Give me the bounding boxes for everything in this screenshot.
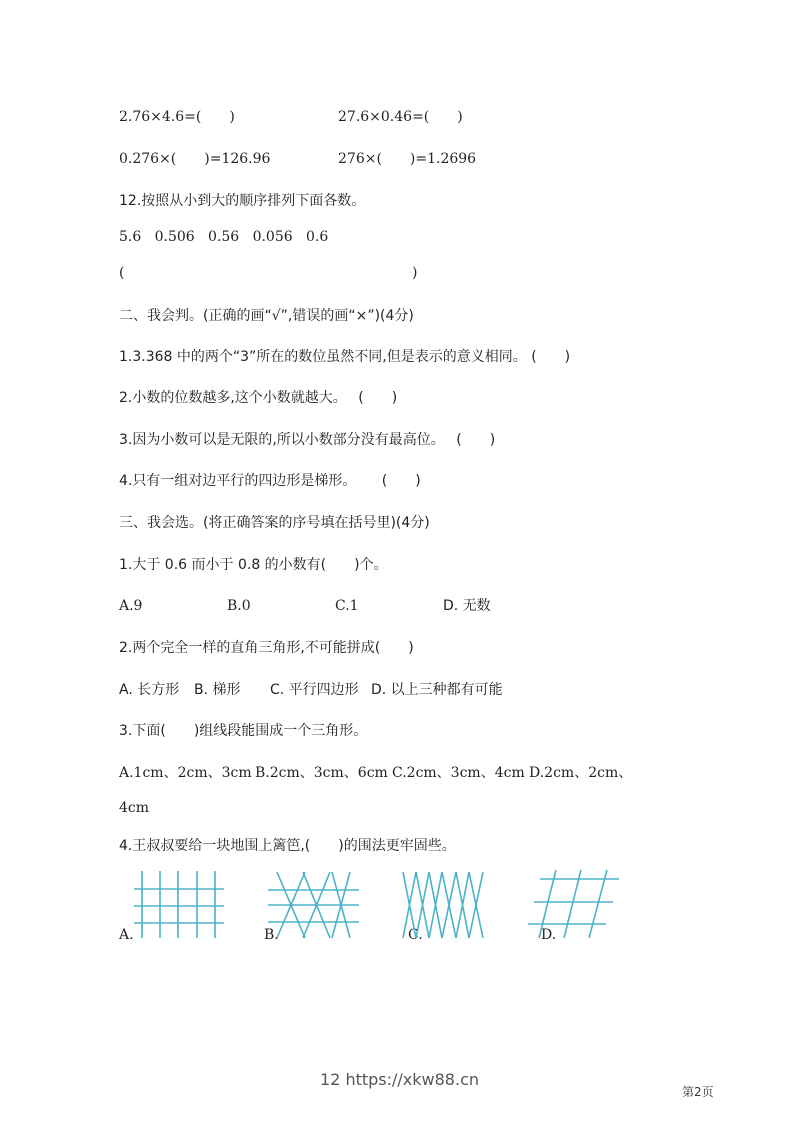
section-3-title: 三、我会选。(将正确答案的序号填在括号里)(4分) (119, 515, 430, 531)
fence-b-cross (268, 872, 359, 938)
choice-q2: 2.两个完全一样的直角三角形,不可能拼成( ) (119, 640, 414, 656)
judge-item-4: 4.只有一组对边平行的四边形是梯形。 ( ) (119, 473, 421, 489)
q4-option-d: D. (541, 927, 557, 943)
judge-item-3: 3.因为小数可以是无限的,所以小数部分没有最高位。 ( ) (119, 432, 496, 448)
judge-item-1: 1.3.368 中的两个“3”所在的数位虽然不同,但是表示的意义相同。 ( ) (119, 349, 571, 365)
q1-option-a: A.9 (119, 598, 143, 614)
numbers-list: 5.6 0.506 0.56 0.056 0.6 (119, 229, 329, 245)
choice-q1: 1.大于 0.6 而小于 0.8 的小数有( )个。 (119, 557, 388, 573)
judge-item-2: 2.小数的位数越多,这个小数就越大。 ( ) (119, 390, 398, 406)
q1-option-d: D. 无数 (443, 598, 491, 614)
q2-option-c: C. 平行四边形 (270, 682, 359, 698)
q3-option-c: C.2cm、3cm、4cm (392, 765, 525, 781)
equation-2: 27.6×0.46=( ) (338, 109, 463, 125)
fence-line (589, 870, 607, 938)
equation-1: 2.76×4.6=( ) (119, 109, 235, 125)
q4-option-b: B. (264, 927, 279, 943)
answer-close-paren: ) (412, 265, 418, 281)
q2-option-b: B. 梯形 (194, 682, 241, 698)
page-number: 第2页 (682, 1085, 714, 1099)
q2-option-d: D. 以上三种都有可能 (371, 682, 503, 698)
equation-4: 276×( )=1.2696 (338, 151, 477, 167)
q3-option-d: D.2cm、2cm、 (529, 765, 633, 781)
watermark-url: 12 https://xkw88.cn (320, 1070, 479, 1089)
choice-q4: 4.王叔叔要给一块地围上篱笆,( )的围法更牢固些。 (119, 838, 456, 854)
q3-option-a: A.1cm、2cm、3cm (119, 765, 252, 781)
choice-q3: 3.下面( )组线段能围成一个三角形。 (119, 723, 368, 739)
fence-line (539, 870, 556, 938)
fence-line (564, 870, 581, 938)
section-2-title: 二、我会判。(正确的画“√”,错误的画“×”)(4分) (119, 308, 414, 324)
fence-d-slanted (528, 870, 619, 938)
equation-3: 0.276×( )=126.96 (119, 151, 271, 167)
fence-c-zigzag (403, 872, 483, 938)
q2-option-a: A. 长方形 (119, 682, 180, 698)
q4-option-c: C. (408, 927, 423, 943)
question-12-title: 12.按照从小到大的顺序排列下面各数。 (119, 193, 366, 209)
answer-open-paren: ( (119, 265, 125, 281)
fence-a-grid (134, 871, 224, 938)
q4-option-a: A. (119, 927, 134, 943)
q3-option-d-wrap: 4cm (119, 800, 150, 816)
q1-option-c: C.1 (335, 598, 359, 614)
q1-option-b: B.0 (227, 598, 251, 614)
q3-option-b: B.2cm、3cm、6cm (255, 765, 388, 781)
